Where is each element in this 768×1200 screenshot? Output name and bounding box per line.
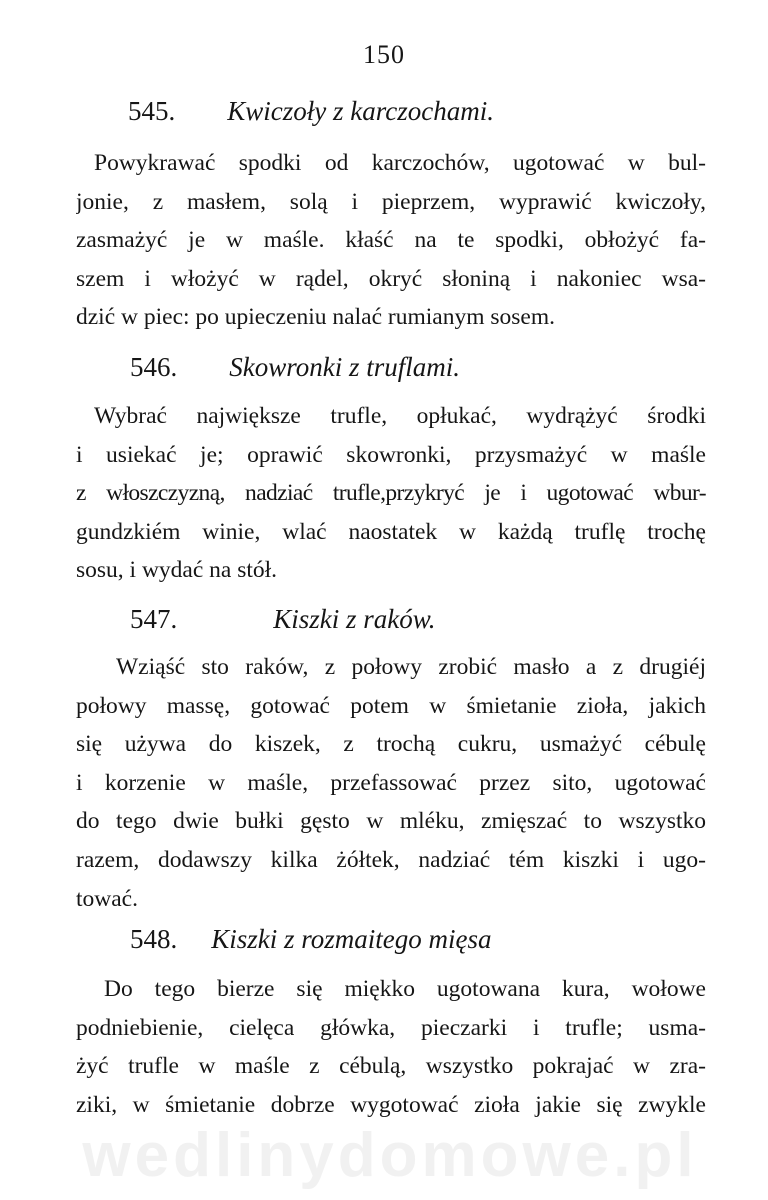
text-line: i korzenie w maśle, przefassować przez sito, ugotować — [76, 769, 706, 796]
recipe-body — [76, 970, 706, 1124]
text-line: szem i włożyć w rądel, okryć słoniną i nakoniec wsa- — [76, 265, 706, 292]
text-line: tować. — [76, 885, 138, 912]
recipe-body — [76, 648, 706, 918]
recipe-number: 548. — [130, 924, 178, 954]
recipe-heading — [130, 924, 492, 955]
text-line: żyć trufle w maśle z cébulą, wszystko pokrajać w zra- — [76, 1053, 706, 1080]
page-number: 150 — [363, 40, 405, 69]
recipe-title: Kiszki z rozmaitego mięsa — [211, 924, 492, 954]
text-line: się używa do kiszek, z trochą cukru, usmażyć cébulę — [76, 731, 706, 758]
recipe-number: 547. — [130, 604, 178, 634]
text-line: ziki, w śmietanie dobrze wygotować zioła jakie się zwykle — [76, 1091, 706, 1118]
text-line: podniebienie, cielęca główka, pieczarki i trufle; usma- — [76, 1014, 706, 1041]
recipe-body — [76, 397, 706, 590]
text-line: gundzkiém winie, wlać naostatek w każdą truflę trochę — [76, 518, 706, 545]
text-line: sosu, i wydać na stół. — [76, 557, 278, 584]
text-line: Do tego bierze się miękko ugotowana kura, wołowe — [104, 976, 706, 1002]
text-line: Wziąść sto raków, z połowy zrobić masło a z drugiéj — [116, 654, 706, 680]
recipe-heading — [130, 352, 460, 383]
recipe-body — [76, 144, 706, 337]
recipe-heading — [130, 604, 436, 635]
text-line: zasmażyć je w maśle. kłaść na te spodki, obłożyć fa- — [76, 227, 706, 254]
text-line: razem, dodawszy kilka żółtek, nadziać tém kiszki i ugo- — [76, 846, 706, 873]
recipe-number: 545. — [128, 96, 176, 126]
text-line: połowy massę, gotować potem w śmietanie zioła, jakich — [76, 692, 706, 719]
recipe-title: Kiszki z raków. — [273, 604, 436, 634]
text-line: Wybrać największe trufle, opłukać, wydrążyć środki — [94, 403, 706, 429]
recipe-heading — [128, 96, 494, 127]
text-line: do tego dwie bułki gęsto w mléku, zmięszać to wszystko — [76, 808, 706, 835]
text-line: Powykrawać spodki od karczochów, ugotować w bul- — [94, 150, 706, 176]
text-line: dzić w piec: po upieczeniu nalać rumianym sosem. — [76, 304, 555, 331]
recipe-title: Kwiczoły z karczochami. — [227, 96, 494, 126]
recipe-title: Skowronki z truflami. — [229, 352, 461, 382]
text-line: i usiekać je; oprawić skowronki, przysmażyć w maśle — [76, 441, 706, 468]
text-line: z włoszczyzną, nadziać trufle,przykryć je i ugotować wbur- — [76, 480, 706, 507]
recipe-number: 546. — [130, 352, 178, 382]
watermark: wedlinydomowe.pl — [82, 1121, 698, 1190]
text-line: jonie, z masłem, solą i pieprzem, wyprawić kwiczoły, — [76, 188, 706, 215]
